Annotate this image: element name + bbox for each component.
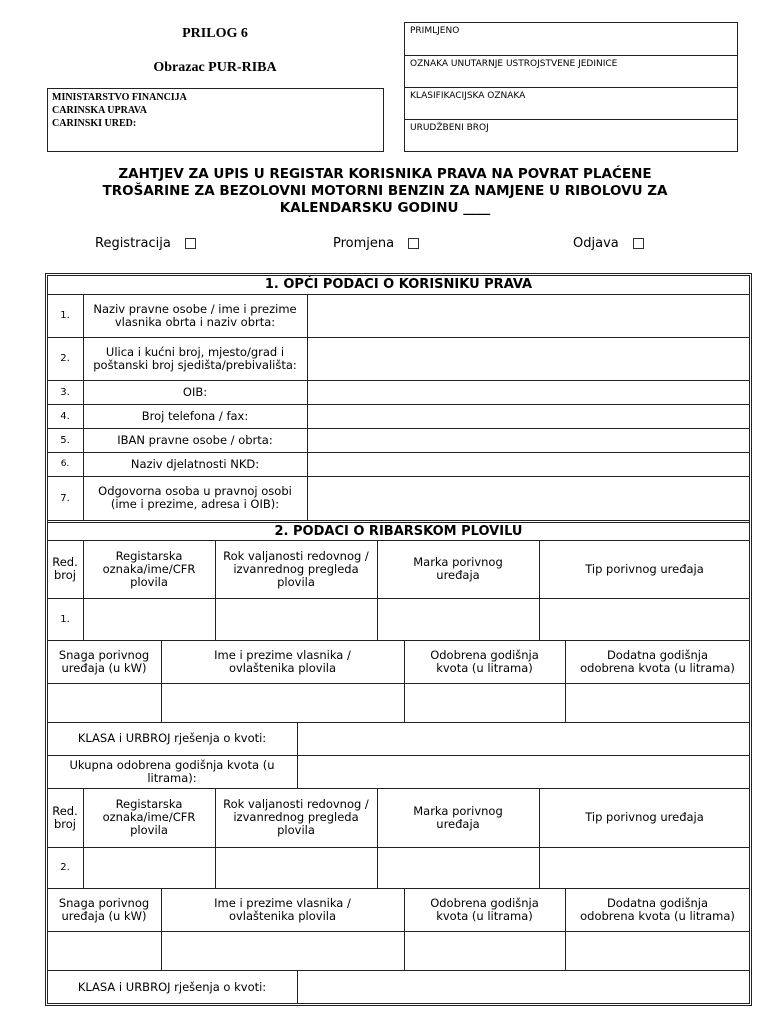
section1-title: 1. OPĆI PODACI O KORISNIKU PRAVA — [264, 277, 533, 292]
input-engine-type[interactable] — [539, 598, 750, 640]
input-engine-power[interactable] — [47, 683, 161, 722]
input-registration[interactable] — [83, 598, 215, 640]
option-registration[interactable] — [95, 234, 196, 252]
input-phone[interactable] — [307, 404, 750, 428]
field-label-responsible-person: Odgovorna osoba u pravnoj osobi (ime i prezime, adresa i OIB): — [98, 484, 292, 511]
field-label-address: Ulica i kućni broj, mjesto/grad i poštanski broj sjedišta/prebivališta: — [93, 344, 297, 372]
col-header-engine-power: Snaga porivnog uređaja (u kW) — [58, 647, 150, 675]
office-box-classification[interactable] — [404, 87, 738, 120]
input-engine-power[interactable] — [47, 931, 161, 970]
vessel-number: 2. — [60, 862, 70, 873]
field-label-iban: IBAN pravne osobe / obrta: — [117, 432, 273, 447]
class-label: KLASA i URBROJ rješenja o kvoti: — [77, 979, 267, 994]
col-header-inspection-validity: Rok valjanosti redovnog / izvanrednog pregleda plovila — [223, 548, 369, 589]
checkbox-icon[interactable] — [408, 238, 419, 249]
input-nkd[interactable] — [307, 452, 750, 476]
input-annual-quota[interactable] — [404, 683, 565, 722]
col-header-engine-power: Snaga porivnog uređaja (u kW) — [58, 895, 150, 923]
input-iban[interactable] — [307, 428, 750, 452]
field-label-oib: OIB: — [182, 384, 208, 399]
input-name[interactable] — [307, 294, 750, 337]
field-label-name: Naziv pravne osobe / ime i prezime vlasnika obrta i naziv obrta: — [93, 301, 297, 329]
field-label-nkd: Naziv djelatnosti NKD: — [130, 456, 260, 471]
input-owner[interactable] — [161, 683, 404, 722]
option-label: Odjava — [573, 235, 619, 251]
input-inspection-validity[interactable] — [215, 598, 377, 640]
row-number: 5. — [60, 434, 70, 446]
col-header-additional-quota: Dodatna godišnja odobrena kvota (u litrama) — [580, 647, 735, 675]
checkbox-icon[interactable] — [633, 238, 644, 249]
total-quota-label: Ukupna odobrena godišnja kvota (u litrama): — [69, 757, 275, 785]
col-header-order-number: Red. broj — [52, 803, 78, 831]
authority-line: CARINSKA UPRAVA — [52, 105, 147, 116]
col-header-annual-quota: Odobrena godišnja kvota (u litrama) — [430, 895, 539, 923]
col-header-annual-quota: Odobrena godišnja kvota (u litrama) — [430, 647, 539, 675]
title-line: ZAHTJEV ZA UPIS U REGISTAR KORISNIKA PRAVA NA POVRAT PLAĆENE — [118, 166, 652, 182]
office-box-registry-number[interactable] — [404, 119, 738, 152]
office-box-label: PRIMLJENO — [410, 26, 460, 36]
input-responsible-person[interactable] — [307, 476, 750, 520]
section2-title: 2. PODACI O RIBARSKOM PLOVILU — [274, 523, 523, 539]
row-number: 4. — [60, 410, 70, 422]
office-box-unit[interactable] — [404, 55, 738, 88]
option-deregistration[interactable] — [573, 234, 644, 252]
option-label: Promjena — [333, 235, 395, 251]
col-header-engine-brand: Marka porivnog uređaja — [413, 803, 503, 831]
title-line: KALENDARSKU GODINU ____ — [279, 200, 491, 216]
office-box-label: KLASIFIKACIJSKA OZNAKA — [410, 91, 526, 101]
field-label-phone: Broj telefona / fax: — [141, 408, 249, 423]
col-header-engine-type: Tip porivnog uređaja — [585, 561, 704, 576]
authority-line: CARINSKI URED: — [52, 118, 137, 129]
annex-label: PRILOG 6 — [182, 26, 248, 41]
form-name: Obrazac PUR-RIBA — [153, 60, 277, 75]
input-total-quota[interactable] — [297, 755, 750, 788]
col-header-inspection-validity: Rok valjanosti redovnog / izvanrednog pregleda plovila — [223, 797, 369, 837]
input-annual-quota[interactable] — [404, 931, 565, 970]
authority-box — [47, 88, 384, 152]
input-class[interactable] — [297, 722, 750, 755]
checkbox-icon[interactable] — [185, 238, 196, 249]
office-box-label: URUDŽBENI BROJ — [410, 123, 489, 133]
input-additional-quota[interactable] — [565, 931, 750, 970]
title-line: TROŠARINE ZA BEZOLOVNI MOTORNI BENZIN ZA NAMJENE U RIBOLOVU ZA — [102, 183, 668, 199]
row-number: 3. — [60, 386, 70, 398]
input-owner[interactable] — [161, 931, 404, 970]
option-change[interactable] — [333, 234, 419, 252]
vessel-number: 1. — [60, 613, 70, 625]
col-header-engine-type: Tip porivnog uređaja — [585, 810, 704, 824]
row-number: 1. — [60, 310, 70, 321]
input-registration[interactable] — [83, 847, 215, 888]
input-address[interactable] — [307, 337, 750, 380]
input-engine-type[interactable] — [539, 847, 750, 888]
form-title — [0, 166, 770, 217]
authority-line: MINISTARSTVO FINANCIJA — [52, 92, 187, 103]
input-engine-brand[interactable] — [377, 847, 539, 888]
col-header-additional-quota: Dodatna godišnja odobrena kvota (u litrama) — [580, 895, 735, 923]
col-header-owner: Ime i prezime vlasnika / ovlaštenika plovila — [214, 895, 351, 923]
class-label: KLASA i URBROJ rješenja o kvoti: — [77, 731, 267, 745]
row-number: 2. — [60, 353, 70, 364]
input-class[interactable] — [297, 970, 750, 1004]
input-engine-brand[interactable] — [377, 598, 539, 640]
row-number: 6. — [60, 458, 70, 469]
input-oib[interactable] — [307, 380, 750, 404]
input-inspection-validity[interactable] — [215, 847, 377, 888]
input-additional-quota[interactable] — [565, 683, 750, 722]
office-box-received[interactable] — [404, 22, 738, 56]
col-header-registration: Registarska oznaka/ime/CFR plovila — [102, 797, 196, 837]
col-header-owner: Ime i prezime vlasnika / ovlaštenika plovila — [214, 647, 351, 675]
office-box-label: OZNAKA UNUTARNJE USTROJSTVENE JEDINICE — [410, 59, 618, 69]
col-header-order-number: Red. broj — [52, 555, 78, 582]
option-label: Registracija — [95, 235, 171, 251]
row-number: 7. — [60, 492, 70, 504]
col-header-registration: Registarska oznaka/ime/CFR plovila — [102, 548, 196, 589]
col-header-engine-brand: Marka porivnog uređaja — [413, 555, 503, 582]
